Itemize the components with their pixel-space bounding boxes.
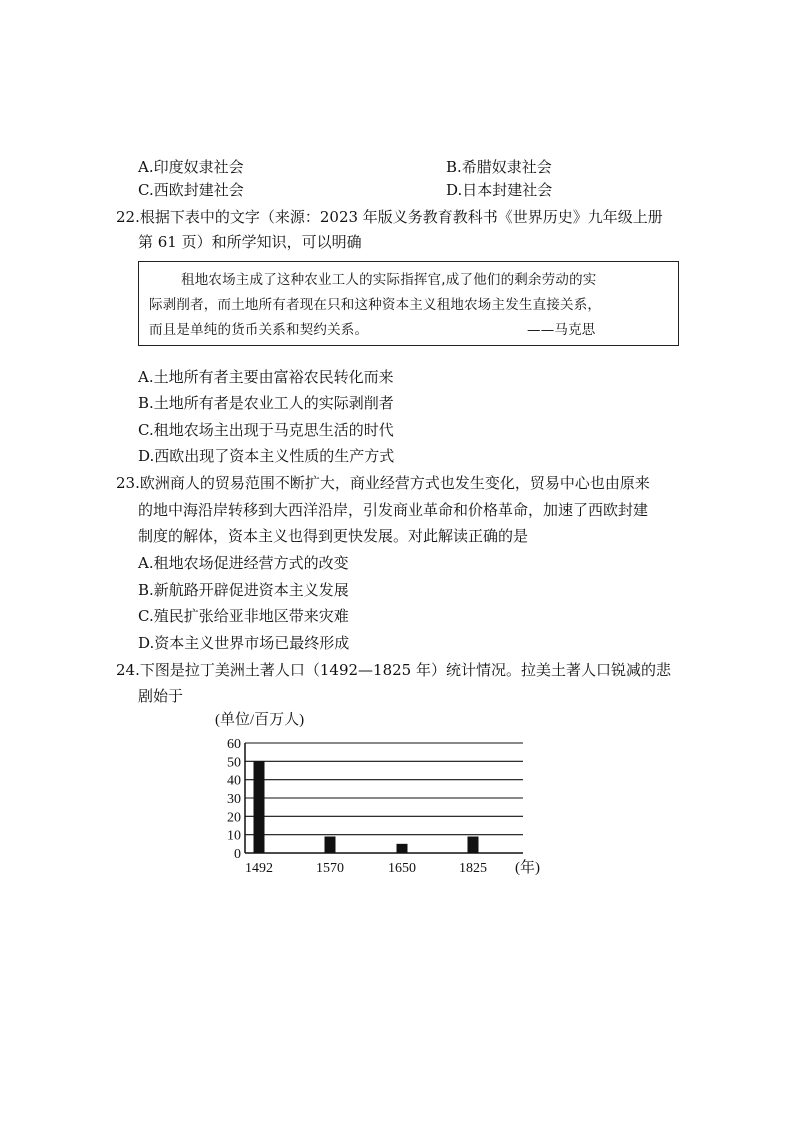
q21-option-b[interactable]: B.希腊奴隶社会 [446,158,552,176]
chart-y-tick-label: 30 [227,792,241,807]
quote-line-1: 租地农场主成了这种农业工人的实际指挥官,成了他们的剩余劳动的实 [181,272,597,288]
q23-option-c[interactable]: C.殖民扩张给亚非地区带来灾难 [138,607,349,625]
q21-option-a[interactable]: A.印度奴隶社会 [138,158,244,176]
chart-bar-1570 [325,837,336,854]
chart-y-tick-label: 10 [227,828,241,844]
q22-stem-line-2: 第 61 页）和所学知识，可以明确 [138,233,362,251]
q22-option-d[interactable]: D.西欧出现了资本主义性质的生产方式 [138,447,395,465]
chart-y-tick-label: 50 [227,755,241,771]
population-chart-svg [205,706,565,881]
chart-x-tick-label: 1570 [316,861,344,876]
chart-bar-1825 [468,837,479,854]
q21-option-d[interactable]: D.日本封建社会 [446,181,553,199]
q24-stem-line-2: 剧始于 [138,687,184,705]
q21-option-c[interactable]: C.西欧封建社会 [138,181,244,199]
q23-option-d[interactable]: D.资本主义世界市场已最终形成 [138,634,350,652]
chart-y-tick-label: 0 [234,847,241,862]
q23-stem-line-3: 制度的解体，资本主义也得到更快发展。对此解读正确的是 [138,527,529,545]
chart-x-axis-label: (年) [515,860,540,876]
q23-option-a[interactable]: A.租地农场促进经营方式的改变 [138,554,349,572]
q22-option-a[interactable]: A.土地所有者主要由富裕农民转化而来 [138,368,394,386]
q23-stem-line-1: 23.欧洲商人的贸易范围不断扩大，商业经营方式也发生变化，贸易中心也由原来 [116,474,650,492]
quote-line-3: 而且是单纯的货币关系和契约关系。 [149,322,369,338]
quote-source: ——马克思 [527,322,596,338]
q22-option-c[interactable]: C.租地农场主出现于马克思生活的时代 [138,421,394,439]
q22-option-b[interactable]: B.土地所有者是农业工人的实际剥削者 [138,394,394,412]
quote-box [138,261,679,346]
chart-bar-1650 [397,844,408,853]
q22-stem-line-1: 22.根据下表中的文字（来源：2023 年版义务教育教科书《世界历史》九年级上册 [116,208,663,226]
chart-y-tick-label: 40 [227,773,241,789]
q24-stem-line-1: 24.下图是拉丁美洲土著人口（1492—1825 年）统计情况。拉美土著人口锐减的悲 [116,661,671,679]
q23-option-b[interactable]: B.新航路开辟促进资本主义发展 [138,581,349,599]
chart-bar-1492 [254,761,265,853]
chart-x-tick-label: 1650 [388,861,416,876]
quote-line-2: 际剥削者，而土地所有者现在只和这种资本主义租地农场主发生直接关系， [149,297,602,313]
chart-x-tick-label: 1492 [245,861,273,876]
q23-stem-line-2: 的地中海沿岸转移到大西洋沿岸，引发商业革命和价格革命，加速了西欧封建 [138,501,649,519]
population-chart [205,706,565,881]
chart-x-tick-label: 1825 [459,861,487,876]
chart-y-tick-label: 20 [227,810,241,826]
chart-unit-label: (单位/百万人) [215,712,305,728]
chart-y-tick-label: 60 [227,737,241,752]
